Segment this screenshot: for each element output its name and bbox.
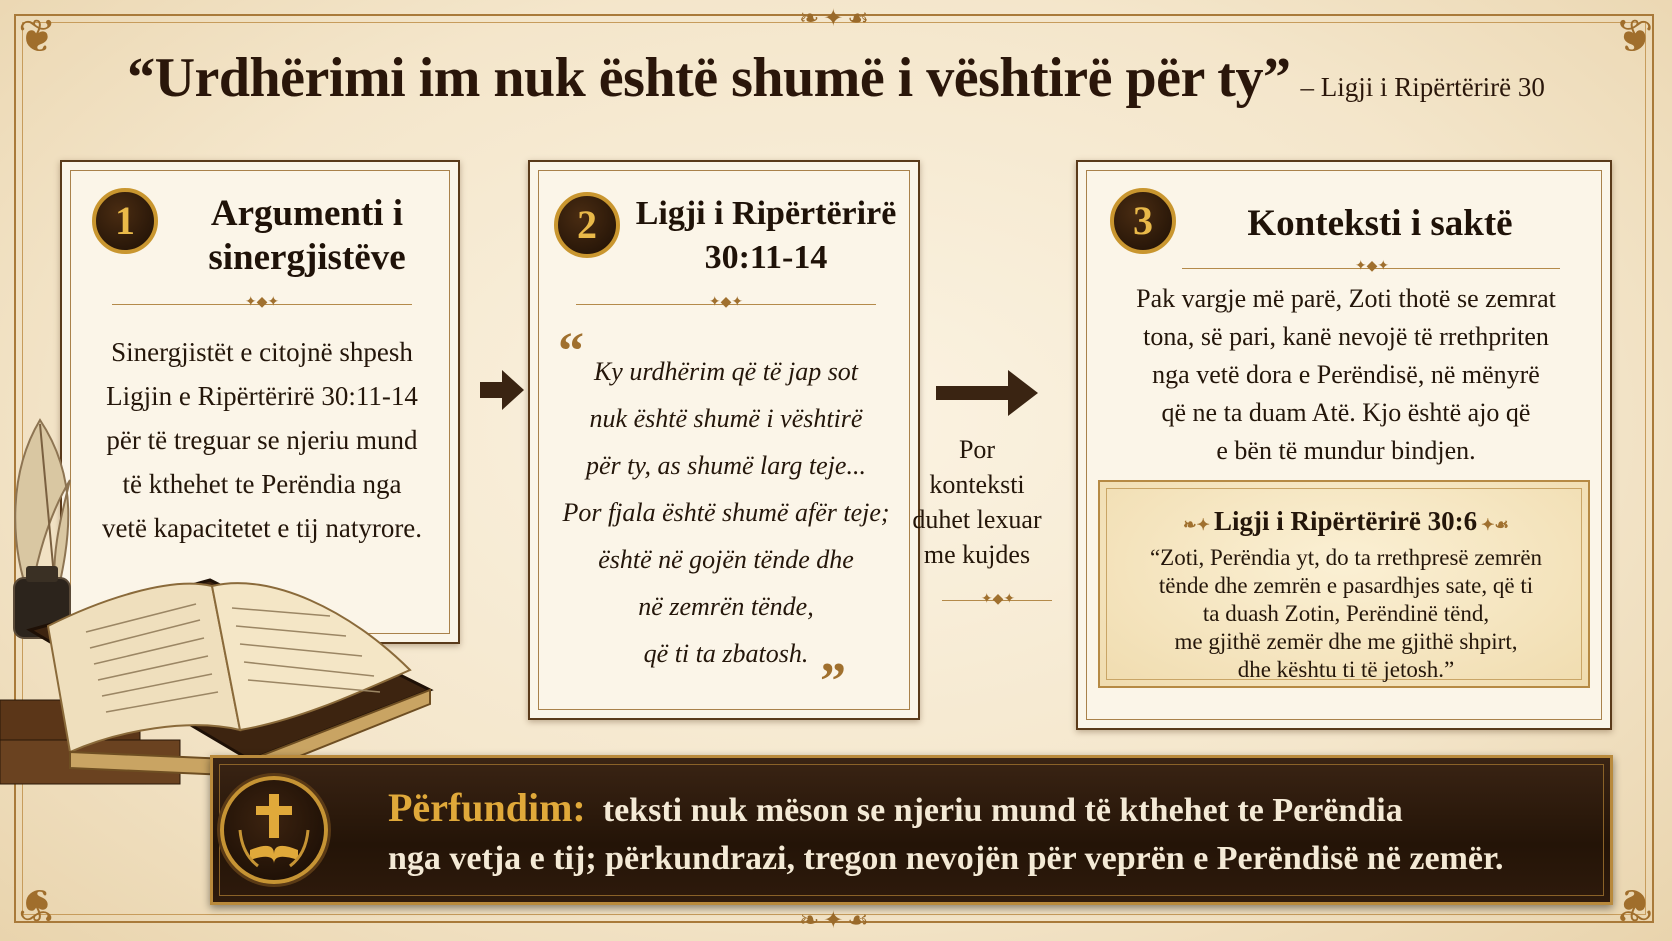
panel-text: Sinergjistët e citojnë shpesh Ligjin e Ripërtërirë 30:11-14 për të treguar se njeriu mund të kthehet te Perëndia nga vetë kapacitetet e tij natyrore. [101,337,423,543]
divider-ornament-icon: ✦◆✦ [708,295,744,310]
open-quote-icon: “ [558,323,584,380]
conclusion-text: Përfundim: teksti nuk mëson se njeriu mund të kthehet te Perëndia nga vetja e tij; përkundrazi, tregon nevojën për veprën e Perëndisë në zemër. [388,785,1504,877]
bottom-ornament-icon: ❧✦☙ [799,908,873,934]
page-title [0,46,1672,110]
step-number-badge: 1 [92,188,158,254]
title-main: “Urdhërimi im nuk është shumë i vështirë për ty” [127,47,1291,109]
divider-ornament-icon: ✦◆✦ [1354,259,1390,274]
corner-ornament-icon: ❦ [18,879,57,930]
scripture-quote: Ky urdhërim që të jap sot nuk është shumë i vështirë për ty, as shumë larg teje... Por fjala është shumë afër teje; është në gojën tënde dhe në zemrën tënde, që ti ta zbatosh. [562,357,890,668]
corner-ornament-icon: ❦ [1615,11,1654,62]
inset-text: “Zoti, Perëndia yt, do ta rrethpresë zemrën tënde dhe zemrën e pasardhjes sate, që ti ta duash Zotin, Perëndinë tënd, me gjithë zemër dhe me gjithë shpirt, dhe kështu ti të jetosh.” [1149,545,1543,682]
cross-seal [220,776,328,884]
verse-inset [1098,480,1590,688]
arrow-right-icon [934,368,1040,418]
panel-text: Pak vargje më parë, Zoti thotë se zemrat tona, së pari, kanë nevojë të rrethpriten nga vetë dora e Perëndisë, në mënyrë që ne ta duam Atë. Kjo është ajo që e bën të mundur bindjen. [1136,284,1556,465]
panel-scripture [528,160,920,720]
cross-icon [224,780,324,880]
arrow-right-icon [478,368,526,412]
flourish-icon: ❧✦ [1183,517,1214,534]
top-ornament-icon: ❧✦☙ [799,6,873,32]
panel-title: Ligji i Ripërtërirë 30:11-14 [635,195,897,276]
conclusion-banner [210,755,1613,905]
panel-title: Argumenti i sinergjistëve [208,193,406,278]
divider-ornament-icon: ✦◆✦ [980,592,1016,607]
corner-ornament-icon: ❦ [18,11,57,62]
title-reference: – Ligji i Ripërtërirë 30 [1300,72,1545,102]
conclusion-label: Përfundim: [388,785,586,830]
panel-title: Konteksti i saktë [1247,203,1513,244]
step-number-badge: 2 [554,192,620,258]
step-number-badge: 3 [1110,188,1176,254]
divider-ornament-icon: ✦◆✦ [244,295,280,310]
context-note: Por konteksti duhet lexuar me kujdes [912,435,1042,569]
close-quote-icon: ” [820,653,846,710]
corner-ornament-icon: ❦ [1615,879,1654,930]
flourish-icon: ✦☙ [1477,517,1509,534]
inset-title: ❧✦ Ligji i Ripërtërirë 30:6 ✦☙ [1183,506,1509,536]
